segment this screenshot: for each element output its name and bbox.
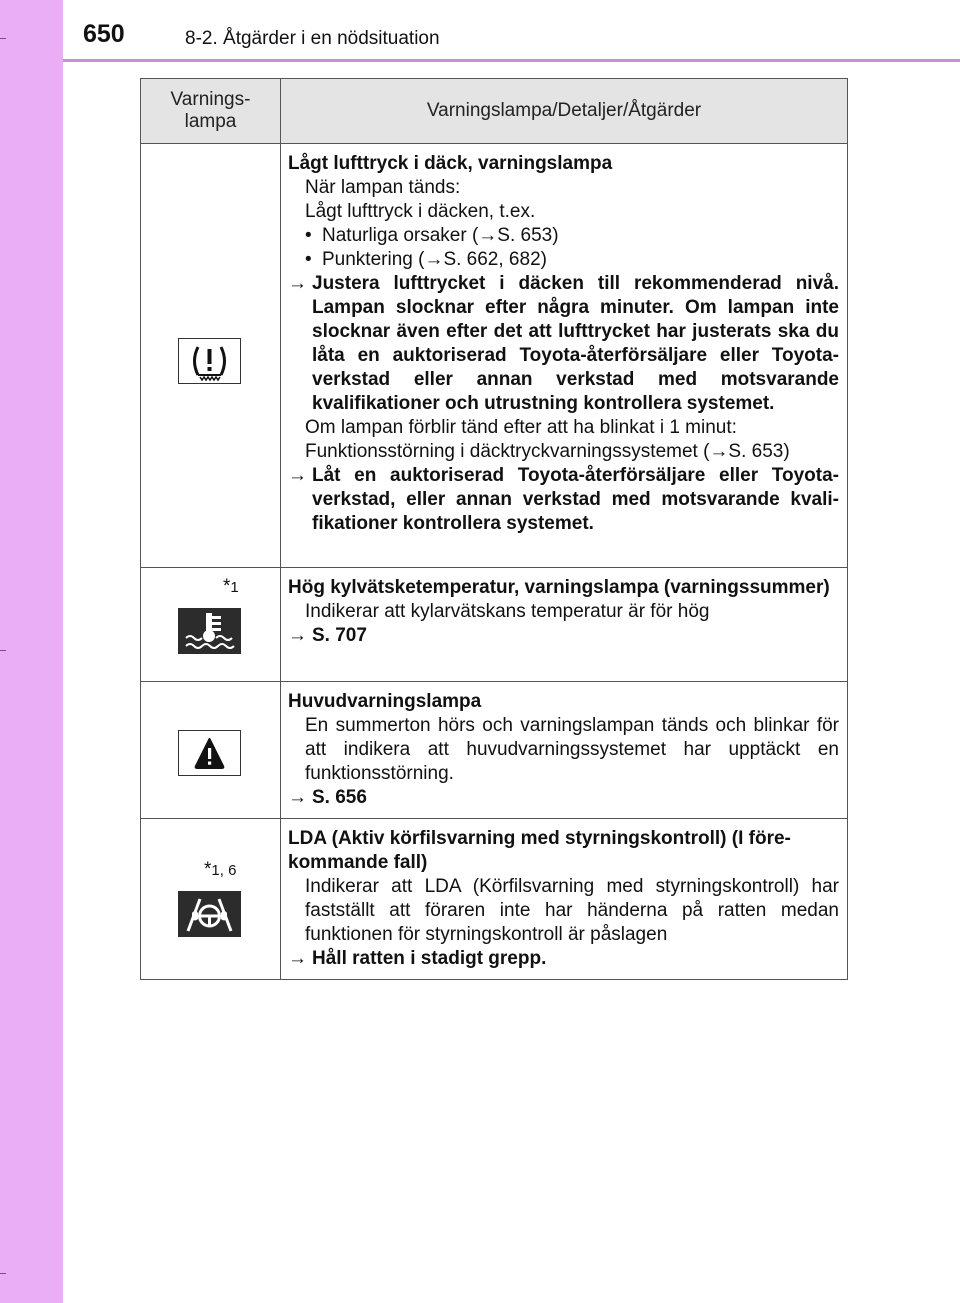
page-number: 650 <box>83 20 125 48</box>
lamp-cell <box>141 144 281 568</box>
lamp-cell <box>141 568 281 682</box>
page-header <box>63 0 960 64</box>
detail-line: När lampan tänds: <box>305 177 461 198</box>
details-cell <box>281 682 848 819</box>
bullet-item: • Punktering (→S. 662, 682) <box>305 249 547 270</box>
lamp-title: Huvudvarningslampa <box>288 691 482 712</box>
tire-pressure-warning-icon <box>178 338 241 384</box>
details-cell <box>281 144 848 568</box>
coolant-temperature-icon <box>178 608 241 654</box>
arrow-icon: → <box>288 948 307 969</box>
arrow-icon: → <box>288 625 307 646</box>
lamp-cell <box>141 819 281 980</box>
arrow-icon: → <box>288 273 307 294</box>
crop-mark <box>0 38 6 39</box>
detail-line: Indikerar att LDA (Körfilsvarning med styrningskontroll) har fastställt att föraren inte har händerna på ratten medan funktionen för styrningskontroll är påslagen <box>305 876 839 945</box>
master-warning-icon <box>178 730 241 776</box>
lamp-title: Hög kylvätsketemperatur, varningslampa (varningssummer) <box>288 577 830 598</box>
table-row <box>141 819 848 980</box>
footnote-ref: *1, 6 <box>204 859 237 880</box>
details-cell <box>281 819 848 980</box>
steering-hands-off-icon <box>178 891 241 937</box>
details-cell <box>281 568 848 682</box>
detail-line: Funktionsstörning i däcktryckvarningssystemet (→S. 653) <box>305 441 790 462</box>
table-row <box>141 144 848 568</box>
table-header-row <box>141 79 848 144</box>
page-edge-tab <box>0 0 63 1303</box>
lamp-title: LDA (Aktiv körfilsvarning med styrningskontroll) (I förekommande fall) <box>288 828 791 873</box>
action-line: → Håll ratten i stadigt grepp. <box>288 948 547 969</box>
crop-mark <box>0 650 6 651</box>
col1-header: Varnings- lampa <box>141 79 281 144</box>
table-row <box>141 682 848 819</box>
header-rule <box>63 59 960 62</box>
warning-lamp-table <box>140 78 848 980</box>
action-line: → Justera lufttrycket i däcken till rekommenderad nivå. Lampan slocknar efter några minuter. Om lampan inte slocknar även efter det att lufttrycket har justerats ska du låta en auktoriserad Toyota-återförsäljare eller Toyota-verkstad eller annan verkstad med motsvarande kvalifikationer och utrustning kontrollera systemet. <box>288 273 839 414</box>
footnote-ref: *1 <box>223 576 239 597</box>
lamp-title: Lågt lufttryck i däck, varningslampa <box>288 153 613 174</box>
arrow-icon: → <box>288 465 307 486</box>
lamp-cell <box>141 682 281 819</box>
section-title: 8-2. Åtgärder i en nödsituation <box>185 28 440 49</box>
action-line: → S. 707 <box>288 625 367 646</box>
arrow-icon: → <box>288 787 307 808</box>
detail-line: Om lampan förblir tänd efter att ha blinkat i 1 minut: <box>305 417 737 438</box>
crop-mark <box>0 1273 6 1274</box>
action-line: → S. 656 <box>288 787 367 808</box>
action-line: → Låt en auktoriserad Toyota-återförsäljare eller Toyota-verkstad, eller annan verkstad med motsvarande kvalifikationer kontrollera systemet. <box>288 465 839 534</box>
col2-header: Varningslampa/Detaljer/Åtgärder <box>281 79 848 144</box>
table-row <box>141 568 848 682</box>
detail-line: Lågt lufttryck i däcken, t.ex. <box>305 201 536 222</box>
detail-line: Indikerar att kylarvätskans temperatur är för hög <box>305 601 710 622</box>
detail-line: En summerton hörs och varningslampan tänds och blinkar för att indikera att huvudvarningssystemet har upptäckt en funktionsstörning. <box>305 715 839 784</box>
bullet-item: • Naturliga orsaker (→S. 653) <box>305 225 559 246</box>
